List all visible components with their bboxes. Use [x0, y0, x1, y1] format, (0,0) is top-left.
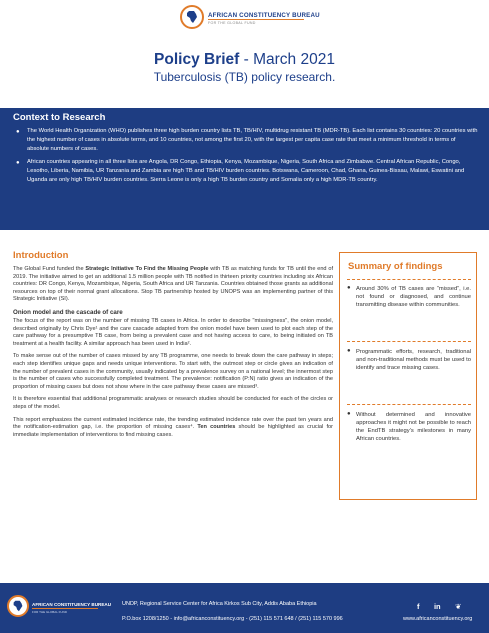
footer-logo-divider	[32, 608, 98, 609]
facebook-icon[interactable]: f	[417, 602, 420, 611]
summary-item-text: Without determined and innovative approaches it might not be possible to reach the EndTB strategy’s milestones in many African countries.	[356, 412, 471, 442]
intro-p5-text-c: should be highlighted as crucial for immediate implementation of interventions to find missing cases.	[13, 424, 333, 438]
context-item-text: The World Health Organization (WHO) publishes three high burden country lists TB, TB/HIV, multidrug resistant TB (MDR-TB). Each list contains 30 countries: 20 countries with the highest number of cases in absolute terms, and 10 countries, not among the first 20, with the largest per capita case rate that meet a minimum threshold in terms of absolute numbers of cases.	[27, 128, 478, 152]
summary-of-findings-box	[339, 252, 477, 500]
org-logo	[180, 3, 320, 39]
summary-item	[347, 411, 471, 443]
summary-item-text: Around 30% of TB cases are “missed”, i.e. not found or diagnosed, and continue transmitting disease within communities.	[356, 286, 471, 308]
bullet-icon: ●	[347, 411, 351, 417]
page-header	[0, 0, 489, 108]
page-title	[0, 51, 489, 69]
website-link[interactable]: www.africanconstituency.org	[403, 616, 473, 622]
title-date: - March 2021	[239, 51, 335, 68]
intro-paragraph-1	[13, 266, 333, 304]
intro-p1-text-a: The Global Fund funded the	[13, 266, 86, 272]
footer-org-name: AFRICAN CONSTITUENCY BUREAU	[32, 602, 112, 607]
page-footer	[0, 583, 489, 633]
summary-divider	[347, 279, 471, 280]
bullet-icon: ●	[16, 160, 20, 167]
twitter-icon[interactable]: ❦	[455, 602, 462, 611]
footer-contact: P.O.box 1208/1250 - info@africanconstituency.org - (251) 115 571 648 / (251) 115 570 996	[122, 616, 343, 622]
social-links	[417, 596, 471, 614]
intro-p1-initiative-name: Strategic Initiative To Find the Missing People	[85, 266, 209, 272]
bullet-icon: ●	[347, 348, 351, 354]
summary-divider	[347, 404, 471, 405]
context-heading: Context to Research	[13, 112, 106, 123]
intro-paragraph-2: The focus of the report was on the number of missing TB cases in Africa. In order to describe "missingness", the onion model, described originally by Chris Dye¹ and the care cascade adapted from the onion model have been used to plot each step of the care pathway for a presumptive TB case, from being a prevalent case and not having access to care, to being initiated on TB treatment at a health facility. A similar approach has been used in India².	[13, 317, 333, 347]
page-subtitle: Tuberculosis (TB) policy research.	[153, 70, 336, 84]
context-item	[13, 127, 479, 153]
context-item-text: African countries appearing in all three lists are Angola, DR Congo, Ethiopia, Kenya, Mozambique, Nigeria, South Africa and Zimbabwe. Central African Republic, Congo, Lesotho, Liberia, Namibia, UR Tanzania and Zambia are high TB and TB/HIV burden countries. Botswana, Cameroon, Chad, Ghana, Guinea-Bissau, Malawi, Eswatini and Uganda are only high TB/HIV burden countries. Sierra Leone is only a high TB burden country and Somalia only a high MDR-TB country.	[27, 159, 465, 183]
title-bold: Policy Brief	[154, 51, 240, 68]
intro-p5-ten-countries: Ten countries	[197, 424, 236, 431]
summary-item	[347, 285, 471, 309]
intro-paragraph-5	[13, 417, 333, 440]
onion-model-subheading: Onion model and the cascade of care	[13, 308, 123, 316]
intro-heading: Introduction	[13, 250, 69, 261]
logo-org-name: AFRICAN CONSTITUENCY BUREAU	[208, 12, 320, 19]
summary-divider	[347, 341, 471, 342]
logo-org-tagline: FOR THE GLOBAL FUND	[208, 21, 256, 25]
footer-logo	[7, 591, 112, 625]
intro-paragraph-3: To make sense out of the number of cases missed by any TB programme, one needs to break down the care pathway in steps; each step identifies unique gaps and needs unique interventions. To start with, the outmost step or circle gives an indication of the number of prevalent cases in the community, usually indicated by a prevalence survey on a national level; the innermost step is the number of cases who successfully completed treatment. The prevalence: notification (P:N) ratio gives an indication of the proportion of missing cases but does not show where in the care pathway these cases are missed³.	[13, 353, 333, 390]
introduction-section	[13, 250, 333, 444]
context-list	[13, 127, 479, 190]
linkedin-icon[interactable]: in	[433, 602, 441, 611]
logo-divider	[208, 19, 304, 20]
context-item	[13, 158, 479, 184]
intro-p1-text-c: with TB as matching funds for TB until the end of 2019. The initiative aimed to get an additional 1.5 million people with TB notified in thirteen priority countries including six African countries: DR Congo, Kenya, Mozambique, Nigeria, South Africa and UR Tanzania. Countries obtained those grants as additional resources on top of their normal grant allocations. Stop TB partnership hosted by UNOPS was an implementing partner of this Strategic Initiative (SI).	[13, 266, 333, 303]
footer-org-tagline: FOR THE GLOBAL FUND	[32, 610, 68, 614]
africa-map-logo-icon	[180, 5, 204, 29]
bullet-icon: ●	[347, 285, 351, 291]
summary-heading: Summary of findings	[348, 261, 443, 272]
intro-p5-text-a: This report emphasizes the current estimated incidence rate, the trending estimated incidence rate over the past ten years and the notification-estimation gap, i.e. the proportion of missing cases⁴.	[13, 416, 333, 431]
footer-address: UNDP, Regional Service Center for Africa Kirkos Sub City, Addis Ababa Ethiopia	[122, 601, 317, 607]
summary-item-text: Programmatic efforts, research, traditional and non-traditional methods must be used to identify and trace missing cases.	[356, 349, 471, 371]
summary-item	[347, 348, 471, 372]
context-section	[0, 108, 489, 230]
africa-map-logo-icon	[7, 595, 29, 617]
intro-paragraph-4: It is therefore essential that additional programmatic analyses or research studies should be conducted for each of the circles or steps of the model.	[13, 396, 333, 410]
bullet-icon: ●	[16, 129, 20, 135]
